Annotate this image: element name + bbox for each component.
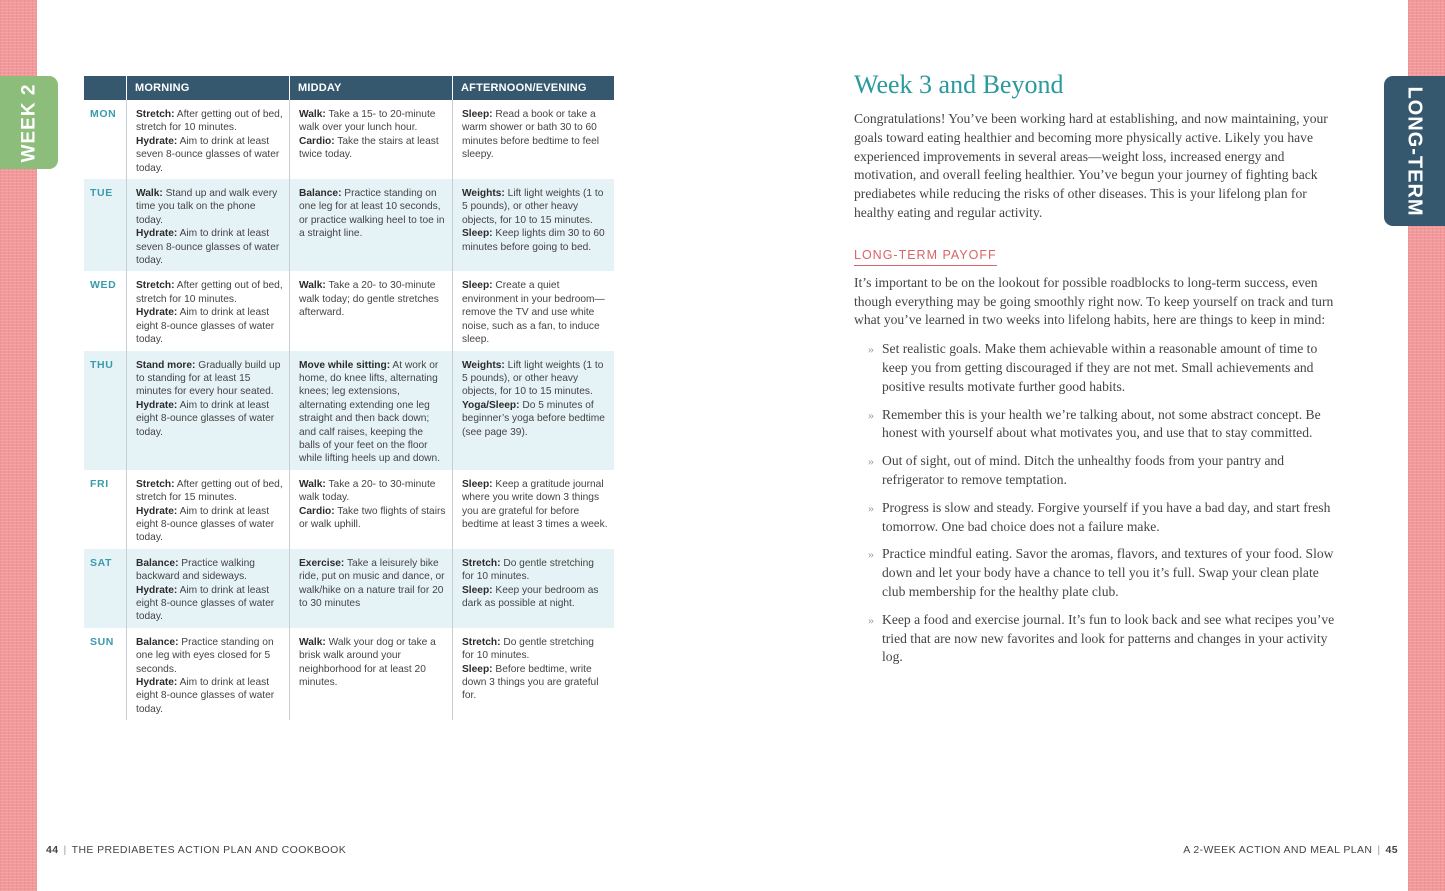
day-label: THU	[90, 358, 114, 371]
activity-label: Sleep:	[462, 280, 493, 292]
activity-text: After getting out of bed, stretch for 10 minutes.	[136, 109, 283, 134]
activity-entry	[462, 108, 608, 162]
activity-entry	[299, 636, 446, 690]
midday-cell	[289, 100, 452, 179]
activity-label: Hydrate:	[136, 307, 178, 319]
footer-separator-right: |	[1377, 844, 1381, 856]
midday-cell	[289, 351, 452, 470]
tip-item	[868, 340, 1338, 396]
chapter-title: A 2-WEEK ACTION AND MEAL PLAN	[1183, 844, 1373, 856]
long-term-tab-label: LONG-TERM	[1404, 85, 1426, 217]
schedule-header-row	[84, 76, 614, 100]
activity-label: Walk:	[299, 109, 326, 120]
evening-cell	[452, 628, 614, 720]
activity-entry	[136, 359, 283, 399]
activity-label: Cardio:	[299, 135, 335, 147]
activity-entry	[462, 399, 608, 439]
day-label: WED	[90, 279, 117, 292]
activity-entry	[299, 478, 446, 505]
activity-text: After getting out of bed, stretch for 15 minutes.	[136, 478, 283, 504]
weekly-schedule-table	[84, 76, 614, 720]
evening-cell	[452, 100, 614, 179]
day-label: FRI	[90, 477, 109, 490]
activity-label: Hydrate:	[136, 505, 178, 517]
midday-cell	[289, 549, 452, 628]
article-paragraph: It’s important to be on the lookout for possible roadblocks to long-term success, even though everything may be going smoothly right now. To keep yourself on track and turn what you’ve learned in two weeks into lifelong habits, here are things to keep in mind:	[854, 274, 1334, 328]
activity-entry	[136, 505, 283, 545]
footer-right	[1183, 844, 1398, 856]
tip-item	[868, 611, 1338, 667]
tip-item	[868, 499, 1338, 537]
section-subhead: LONG-TERM PAYOFF	[854, 248, 997, 266]
midday-cell	[289, 179, 452, 271]
tip-item	[868, 545, 1338, 601]
evening-cell	[452, 549, 614, 628]
activity-entry	[462, 227, 608, 254]
activity-label: Sleep:	[462, 478, 493, 490]
activity-label: Walk:	[299, 478, 326, 490]
schedule-row-thu	[84, 351, 614, 470]
activity-text: Take two flights of stairs or walk uphill.	[299, 505, 446, 530]
midday-cell	[289, 628, 452, 720]
chevron-icon: »	[868, 547, 874, 562]
activity-label: Cardio:	[299, 505, 335, 517]
morning-cell	[126, 470, 289, 549]
activity-label: Stretch:	[136, 109, 175, 120]
day-label: SAT	[90, 556, 113, 569]
activity-text: After getting out of bed, stretch for 10 minutes.	[136, 280, 283, 305]
activity-entry	[299, 135, 446, 162]
midday-cell	[289, 271, 452, 350]
activity-entry	[462, 584, 608, 611]
tip-text: Remember this is your health we’re talking about, not some abstract concept. Be honest with yourself about what motivates you, and use that to stay committed.	[882, 406, 1321, 441]
tip-text: Out of sight, out of mind. Ditch the unhealthy foods from your pantry and refrigerator to remove temptation.	[882, 453, 1285, 487]
activity-entry	[462, 478, 608, 532]
footer-separator-left: |	[63, 844, 67, 856]
morning-cell	[126, 179, 289, 271]
activity-text: Walk your dog or take a brisk walk around your neighborhood for at least 20 minutes.	[299, 636, 436, 689]
activity-label: Balance:	[136, 636, 179, 648]
activity-entry	[136, 187, 283, 227]
footer-left	[46, 844, 346, 856]
chevron-icon: »	[868, 500, 874, 515]
activity-label: Hydrate:	[136, 228, 178, 240]
activity-entry	[299, 505, 446, 532]
chevron-icon: »	[868, 342, 874, 357]
activity-label: Weights:	[462, 188, 505, 200]
article-intro: Congratulations! You’ve been working hard at establishing, and now maintaining, your goals toward eating healthier and becoming more physically active. Likely you have experienced improvements in several areas—weight loss, increased energy and motivation, and overall feeling healthier. You’ve begun your journey of fighting back prediabetes while reducing the risks of other diseases. This is your lifelong plan for healthy eating and regular activity.	[854, 111, 1328, 220]
activity-label: Walk:	[136, 188, 163, 200]
activity-text: At work or home, do knee lifts, alternating knees; leg extensions, alternating extending one leg straight and then back down; and calf raises, keeping the balls of your feet on the floor while lifting heels up and down.	[299, 359, 441, 465]
activity-entry	[136, 135, 283, 175]
activity-text: Create a quiet environment in your bedroom—remove the TV and use white noise, such as a fan, to induce sleep.	[462, 280, 605, 346]
schedule-row-tue	[84, 179, 614, 271]
activity-text: Read a book or take a warm shower or bath 30 to 60 minutes before bedtime to feel sleepy.	[462, 109, 600, 161]
day-label: SUN	[90, 635, 114, 648]
activity-text: Take a 20- to 30-minute walk today; do gentle stretches afterward.	[299, 280, 439, 319]
activity-text: Take the stairs at least twice today.	[299, 135, 439, 161]
activity-label: Sleep:	[462, 663, 493, 675]
activity-label: Hydrate:	[136, 135, 178, 147]
long-term-tab	[1384, 76, 1445, 226]
activity-label: Exercise:	[299, 557, 345, 569]
activity-label: Hydrate:	[136, 677, 178, 689]
chevron-icon: »	[868, 612, 874, 627]
tip-text: Progress is slow and steady. Forgive yourself if you have a bad day, and start fresh tomorrow. One bad choice does not a failure make.	[882, 499, 1331, 534]
activity-entry	[136, 306, 283, 346]
activity-entry	[136, 279, 283, 306]
activity-text: Stand up and walk every time you talk on the phone today.	[136, 188, 278, 226]
activity-entry	[462, 279, 608, 346]
activity-entry	[462, 663, 608, 703]
activity-entry	[299, 557, 446, 611]
tip-text: Keep a food and exercise journal. It’s fun to look back and see what recipes you’ve tried that are now new favorites and look for patterns and changes in your activity log.	[882, 611, 1335, 665]
activity-text: Aim to drink at least seven 8-ounce glasses of water today.	[136, 228, 280, 267]
activity-entry	[136, 676, 283, 716]
activity-text: Aim to drink at least seven 8-ounce glasses of water today.	[136, 135, 280, 174]
evening-cell	[452, 470, 614, 549]
activity-text: Do 5 minutes of beginner’s yoga before bedtime (see page 39).	[462, 399, 605, 438]
activity-entry	[136, 478, 283, 505]
activity-label: Sleep:	[462, 228, 493, 240]
morning-cell	[126, 549, 289, 628]
activity-entry	[462, 187, 608, 227]
activity-label: Stretch:	[136, 280, 175, 292]
activity-label: Stretch:	[462, 557, 501, 569]
schedule-row-fri	[84, 470, 614, 549]
activity-entry	[136, 399, 283, 439]
chevron-icon: »	[868, 407, 874, 422]
tip-item	[868, 452, 1338, 490]
activity-entry	[136, 227, 283, 267]
schedule-row-sun	[84, 628, 614, 720]
activity-label: Balance:	[299, 188, 342, 200]
morning-cell	[126, 271, 289, 350]
tip-item	[868, 406, 1338, 444]
activity-text: Lift light weights (1 to 5 pounds), or other heavy objects, for 10 to 15 minutes.	[462, 188, 604, 226]
activity-text: Aim to drink at least eight 8-ounce glasses of water today.	[136, 677, 275, 715]
activity-text: Take a 20- to 30-minute walk today.	[299, 478, 436, 504]
activity-entry	[462, 557, 608, 584]
evening-cell	[452, 271, 614, 350]
header-midday: MIDDAY	[289, 76, 452, 100]
activity-text: Aim to drink at least eight 8-ounce glasses of water today.	[136, 584, 275, 623]
activity-label: Move while sitting:	[299, 359, 391, 371]
header-evening: AFTERNOON/EVENING	[452, 76, 614, 100]
activity-text: Keep your bedroom as dark as possible at night.	[462, 584, 599, 609]
activity-text: Before bedtime, write down 3 things you are grateful for.	[462, 663, 599, 702]
activity-label: Hydrate:	[136, 584, 178, 596]
activity-label: Balance:	[136, 557, 179, 569]
activity-text: Practice walking backward and sideways.	[136, 557, 255, 583]
article-title: Week 3 and Beyond	[854, 70, 1064, 99]
activity-text: Keep a gratitude journal where you write down 3 things you are grateful for before bedtime at least 3 times a week.	[462, 478, 608, 530]
activity-entry	[299, 359, 446, 466]
schedule-row-wed	[84, 271, 614, 350]
activity-text: Do gentle stretching for 10 minutes.	[462, 636, 594, 662]
week-tab-label: WEEK 2	[18, 83, 40, 162]
activity-label: Stretch:	[136, 478, 175, 490]
morning-cell	[126, 351, 289, 470]
activity-text: Take a 15- to 20-minute walk over your lunch hour.	[299, 109, 436, 134]
page-number-left: 44	[46, 844, 59, 856]
activity-entry	[136, 557, 283, 584]
activity-entry	[136, 584, 283, 624]
evening-cell	[452, 179, 614, 271]
chevron-icon: »	[868, 454, 874, 469]
activity-text: Gradually build up to standing for at least 15 minutes for every hour seated.	[136, 359, 281, 398]
week-2-tab	[0, 76, 58, 169]
schedule-row-mon	[84, 100, 614, 179]
midday-cell	[289, 470, 452, 549]
activity-text: Take a leisurely bike ride, put on music and dance, or walk/hike on a nature trail for 20 to 30 minutes	[299, 557, 445, 609]
activity-text: Aim to drink at least eight 8-ounce glasses of water today.	[136, 399, 275, 438]
morning-cell	[126, 100, 289, 179]
activity-text: Practice standing on one leg for at least 10 seconds, or practice walking heel to toe in a straight line.	[299, 188, 445, 240]
activity-label: Stand more:	[136, 359, 196, 371]
tips-list	[854, 340, 1338, 667]
activity-entry	[136, 636, 283, 676]
activity-entry	[462, 636, 608, 663]
activity-entry	[299, 187, 446, 241]
schedule-row-sat	[84, 549, 614, 628]
activity-text: Lift light weights (1 to 5 pounds), or other heavy objects, for 10 to 15 minutes.	[462, 359, 604, 398]
morning-cell	[126, 628, 289, 720]
activity-label: Sleep:	[462, 584, 493, 596]
activity-text: Practice standing on one leg with eyes closed for 5 seconds.	[136, 636, 274, 675]
tip-text: Set realistic goals. Make them achievable within a reasonable amount of time to keep you from getting discouraged if they are not met. Small achievements and positive results motivate further good habits.	[882, 341, 1318, 394]
activity-label: Sleep:	[462, 109, 493, 120]
activity-entry	[136, 108, 283, 135]
header-day	[84, 76, 126, 100]
activity-label: Walk:	[299, 280, 326, 292]
activity-entry	[462, 359, 608, 399]
page-number-right: 45	[1385, 844, 1398, 856]
activity-text: Do gentle stretching for 10 minutes.	[462, 557, 594, 583]
activity-label: Weights:	[462, 359, 505, 371]
activity-label: Hydrate:	[136, 399, 178, 411]
schedule-body	[84, 100, 614, 720]
activity-entry	[299, 279, 446, 319]
activity-text: Keep lights dim 30 to 60 minutes before going to bed.	[462, 228, 605, 253]
activity-text: Aim to drink at least eight 8-ounce glasses of water today.	[136, 307, 275, 346]
day-label: MON	[90, 108, 117, 120]
activity-text: Aim to drink at least eight 8-ounce glasses of water today.	[136, 505, 275, 544]
article	[854, 70, 1338, 676]
activity-label: Stretch:	[462, 636, 501, 648]
header-morning: MORNING	[126, 76, 289, 100]
evening-cell	[452, 351, 614, 470]
book-title: THE PREDIABETES ACTION PLAN AND COOKBOOK	[71, 844, 347, 856]
activity-label: Walk:	[299, 636, 326, 648]
day-label: TUE	[90, 187, 113, 200]
activity-label: Yoga/Sleep:	[462, 399, 520, 411]
tip-text: Practice mindful eating. Savor the aromas, flavors, and textures of your food. Slow down and let your body have a chance to tell you it’s full. Swap your clean plate club membership for the healthy plate club.	[882, 546, 1334, 599]
activity-entry	[299, 108, 446, 135]
